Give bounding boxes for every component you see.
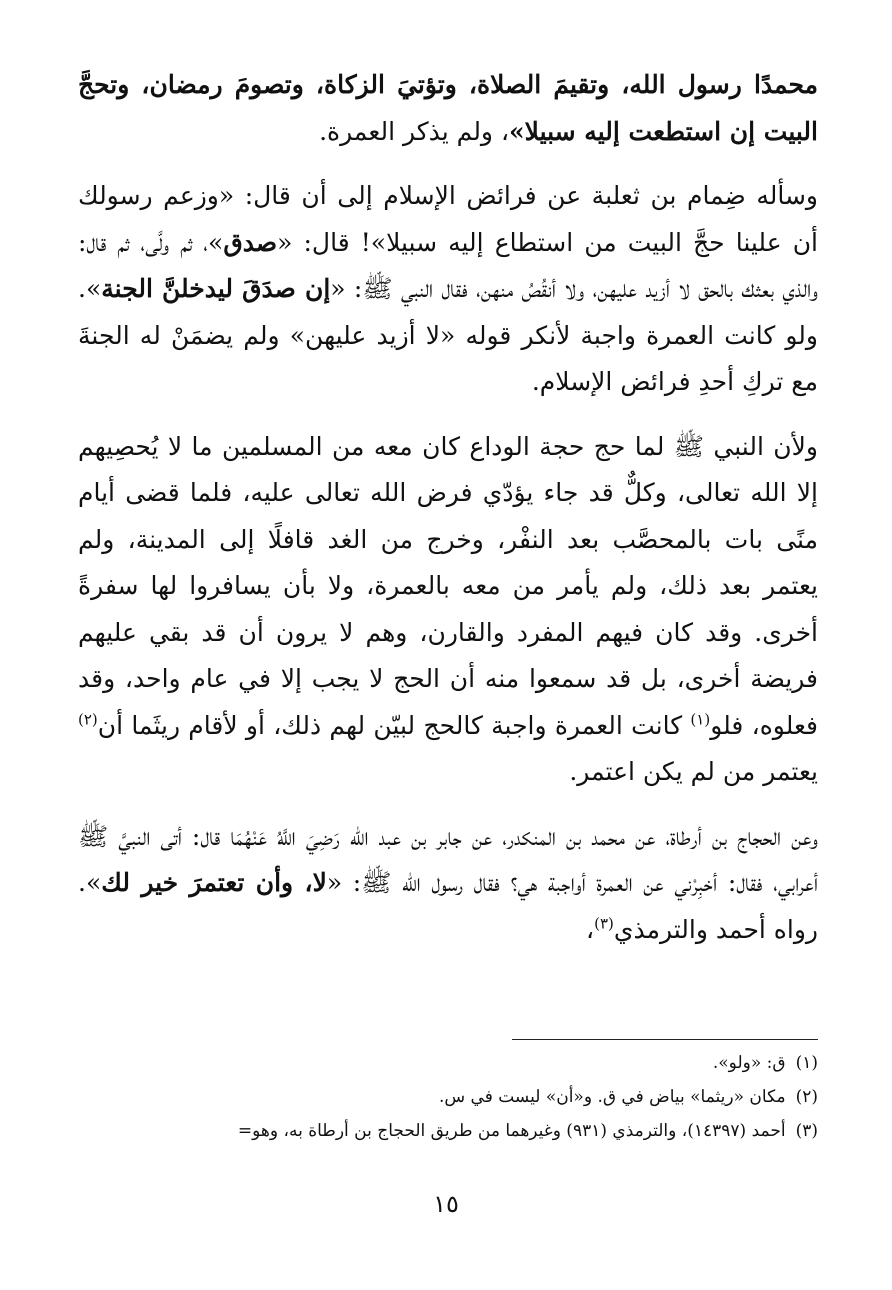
text-run: ». رواه أحمد والترمذي (78, 868, 818, 944)
paragraph-1 (78, 62, 818, 155)
text-run: ، (586, 914, 595, 944)
text-run: »، ثم ولَّى، ثم قال: والذي بعثك بالحق لا أزيد عليهن، ولا أنقُصُ منهن، فقال النبي ﷺ: « (78, 227, 819, 303)
footnote-3 (78, 1114, 818, 1148)
main-text (78, 62, 818, 953)
text-run: وسأله ضِمام بن ثعلبة عن فرائض الإسلام إلى أن قال: «وزعم رسولك أن علينا حجَّ البيت من استطاع إليه سبيلا»! قال: « (78, 181, 819, 257)
footnote-number: (١) (795, 1053, 818, 1073)
footnote-text: ق: «ولو». (712, 1053, 786, 1073)
hadith-quote: صدق (223, 227, 278, 257)
footnote-number: (٢) (795, 1087, 818, 1107)
hadith-quote: محمدًا رسول الله، وتقيمَ الصلاة، وتؤتيَ الزكاة، وتصومَ رمضان، وتحجَّ البيت إن استطعت إليه سبيلا» (78, 70, 818, 146)
paragraph-3 (78, 424, 818, 796)
footnote-2 (78, 1080, 818, 1114)
text-run: كانت العمرة واجبة كالحج لبيّن لهم ذلك، أو لأقام ريثَما أن (97, 710, 691, 740)
page-number: ١٥ (433, 1190, 459, 1218)
text-run: ولأن النبي ﷺ لما حج حجة الوداع كان معه من المسلمين ما لا يُحصِيهم إلا الله تعالى، وكلٌّ قد جاء يؤدّي فرض الله تعالى عليه، فلما قضى أيام منًى بات بالمحصَّب بعد النفْر، وخرج من الغد قافلًا إلى المدينة، ولم يعتمر بعد ذلك، ولم يأمر من معه بالعمرة، ولا بأن يسافروا لها سفرةً أخرى. وقد كان فيهم المفرد والقارن، وهم لا يرون أن قد بقي عليهم فريضة أخرى، بل قد سمعوا منه أن الحج لا يجب إلا في عام واحد، وقد فعلوه، فلو (78, 431, 818, 740)
paragraph-2 (78, 173, 818, 406)
paragraph-4 (78, 814, 818, 954)
footnotes (78, 1046, 818, 1148)
footnote-marker-3[interactable]: (٣) (594, 914, 614, 933)
footnote-marker-1[interactable]: (١) (690, 710, 711, 729)
footnote-1 (78, 1046, 818, 1080)
footnote-text: أحمد (١٤٣٩٧)، والترمذي (٩٣١) وغيرهما من طريق الحجاج بن أرطاة به، وهو= (237, 1121, 786, 1141)
text-run: ». ولو كانت العمرة واجبة لأنكر قوله «لا أزيد عليهن» ولم يضمَنْ له الجنةَ مع تركِ أحدِ فرائض الإسلام. (78, 274, 818, 396)
hadith-quote: إن صدَقَ ليدخلنَّ الجنة (101, 274, 331, 303)
footnote-text: مكان «ريثما» بياض في ق. و«أن» ليست في س. (438, 1087, 786, 1107)
hadith-quote: لا، وأن تعتمرَ خير لك (101, 868, 327, 897)
text-run: يعتمر من لم يكن اعتمر. (569, 757, 818, 786)
text-run: ، ولم يذكر العمرة. (319, 116, 510, 146)
footnote-separator (512, 1039, 818, 1040)
footnote-marker-2[interactable]: (٢) (78, 710, 98, 729)
text-run: وعن الحجاج بن أرطاة، عن محمد بن المنكدر، عن جابر بن عبد الله رَضِيَ اللَّهُ عَنْهُمَا قال: أتى النبيَّ ﷺ أعرابي، فقال: أخبِرْني عن العمرة أواجبة هي؟ فقال رسول الله ﷺ: « (78, 821, 818, 897)
footnote-number: (٣) (795, 1121, 818, 1141)
